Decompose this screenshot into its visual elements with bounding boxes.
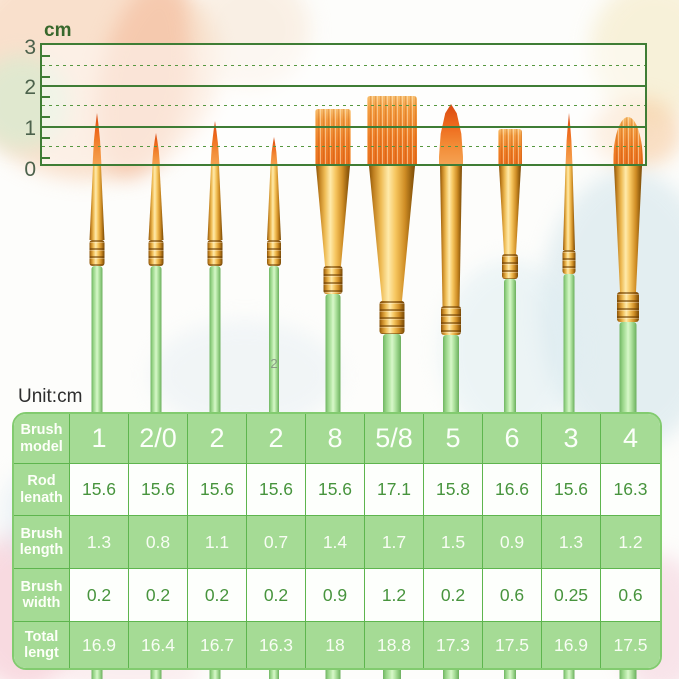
crimp-rings bbox=[563, 250, 576, 274]
brush-bristles bbox=[439, 104, 463, 166]
brush-ferrule bbox=[440, 166, 462, 306]
brush-crimp bbox=[441, 306, 461, 335]
crimp-rings bbox=[267, 240, 281, 266]
table-cell: 2 bbox=[247, 414, 306, 464]
table-row-label: Rod lenath bbox=[14, 464, 70, 516]
brush-ferrule bbox=[149, 166, 164, 240]
table-cell: 18.8 bbox=[365, 622, 424, 668]
table-cell: 0.2 bbox=[247, 569, 306, 622]
table-cell: 1.3 bbox=[70, 516, 129, 569]
ruler-tick-label: 3 bbox=[24, 36, 36, 59]
table-cell: 16.3 bbox=[247, 622, 306, 668]
table-cell: 1.4 bbox=[306, 516, 365, 569]
ruler-tick-label: 0 bbox=[24, 158, 36, 181]
table-cell: 0.8 bbox=[129, 516, 188, 569]
table-cell: 15.6 bbox=[542, 464, 601, 516]
bristle-texture bbox=[367, 96, 417, 166]
brush-bristles bbox=[367, 96, 417, 166]
table-cell: 2 bbox=[188, 414, 247, 464]
table-cell: 16.9 bbox=[70, 622, 129, 668]
table-cell: 0.2 bbox=[424, 569, 483, 622]
ruler-tick-label: 1 bbox=[24, 117, 36, 140]
brush-crimp bbox=[149, 240, 164, 266]
brush-crimp bbox=[90, 240, 105, 266]
table-cell: 15.6 bbox=[188, 464, 247, 516]
table-cell: 15.6 bbox=[247, 464, 306, 516]
table-cell: 1.2 bbox=[601, 516, 660, 569]
table-cell: 3 bbox=[542, 414, 601, 464]
unit-note: Unit:cm bbox=[18, 386, 83, 407]
table-cell: 17.1 bbox=[365, 464, 424, 516]
table-cell: 5 bbox=[424, 414, 483, 464]
table-cell: 0.6 bbox=[601, 569, 660, 622]
brush-ferrule bbox=[369, 166, 415, 301]
table-cell: 16.9 bbox=[542, 622, 601, 668]
brush-bristles bbox=[271, 137, 278, 166]
table-cell: 15.6 bbox=[129, 464, 188, 516]
size-table bbox=[12, 412, 662, 670]
table-row-label: Brush length bbox=[14, 516, 70, 569]
brush-bristles bbox=[152, 133, 160, 166]
crimp-rings bbox=[90, 240, 105, 266]
brush-ferrule bbox=[267, 166, 281, 240]
table-cell: 5/8 bbox=[365, 414, 424, 464]
crimp-rings bbox=[208, 240, 223, 266]
brush-ferrule bbox=[499, 166, 521, 254]
brush-ferrule bbox=[208, 166, 223, 240]
table-cell: 1 bbox=[70, 414, 129, 464]
table-cell: 1.7 bbox=[365, 516, 424, 569]
brush-crimp bbox=[502, 254, 518, 279]
table-cell: 18 bbox=[306, 622, 365, 668]
table-cell: 16.7 bbox=[188, 622, 247, 668]
ruler-unit-label: cm bbox=[44, 20, 72, 41]
bristle-texture bbox=[498, 129, 522, 166]
brush-crimp bbox=[617, 292, 639, 322]
brush-crimp bbox=[380, 301, 405, 334]
table-cell: 6 bbox=[483, 414, 542, 464]
table-cell: 17.5 bbox=[601, 622, 660, 668]
brush-crimp bbox=[563, 250, 576, 274]
table-cell: 0.25 bbox=[542, 569, 601, 622]
ruler-tick-label: 2 bbox=[24, 76, 36, 99]
table-cell: 0.6 bbox=[483, 569, 542, 622]
table-cell: 17.5 bbox=[483, 622, 542, 668]
table-row-label: Brush model bbox=[14, 414, 70, 464]
brush-bristles bbox=[613, 117, 643, 166]
brush-ferrule bbox=[90, 166, 105, 240]
brush-bristles bbox=[211, 121, 220, 166]
table-cell: 1.2 bbox=[365, 569, 424, 622]
table-cell: 0.2 bbox=[129, 569, 188, 622]
brush-ferrule bbox=[563, 166, 575, 250]
bristle-texture bbox=[613, 117, 643, 166]
table-cell: 17.3 bbox=[424, 622, 483, 668]
table-cell: 0.9 bbox=[483, 516, 542, 569]
brush-bristles bbox=[498, 129, 522, 166]
brush-bristles bbox=[566, 113, 573, 166]
table-cell: 15.6 bbox=[306, 464, 365, 516]
table-cell: 15.6 bbox=[70, 464, 129, 516]
crimp-rings bbox=[502, 254, 518, 279]
table-cell: 8 bbox=[306, 414, 365, 464]
table-cell: 1.3 bbox=[542, 516, 601, 569]
table-cell: 16.6 bbox=[483, 464, 542, 516]
table-cell: 16.3 bbox=[601, 464, 660, 516]
table-cell: 4 bbox=[601, 414, 660, 464]
brush-crimp bbox=[267, 240, 281, 266]
table-cell: 0.2 bbox=[188, 569, 247, 622]
table-cell: 0.2 bbox=[70, 569, 129, 622]
table-cell: 0.7 bbox=[247, 516, 306, 569]
crimp-rings bbox=[441, 306, 461, 335]
bristle-texture bbox=[315, 109, 351, 166]
table-cell: 2/0 bbox=[129, 414, 188, 464]
crimp-rings bbox=[617, 292, 639, 322]
table-cell: 1.1 bbox=[188, 516, 247, 569]
crimp-rings bbox=[324, 266, 343, 294]
brush-crimp bbox=[324, 266, 343, 294]
crimp-rings bbox=[380, 301, 405, 334]
brush-ferrule bbox=[316, 166, 350, 266]
table-cell: 0.9 bbox=[306, 569, 365, 622]
brush-crimp bbox=[208, 240, 223, 266]
handle-size-mark: 2 bbox=[270, 356, 278, 371]
table-row-label: Total lengt bbox=[14, 622, 70, 668]
brush-ferrule bbox=[614, 166, 642, 292]
brush-bristles bbox=[93, 113, 102, 166]
table-cell: 16.4 bbox=[129, 622, 188, 668]
crimp-rings bbox=[149, 240, 164, 266]
table-cell: 1.5 bbox=[424, 516, 483, 569]
table-cell: 15.8 bbox=[424, 464, 483, 516]
table-row-label: Brush width bbox=[14, 569, 70, 622]
brush-bristles bbox=[315, 109, 351, 166]
